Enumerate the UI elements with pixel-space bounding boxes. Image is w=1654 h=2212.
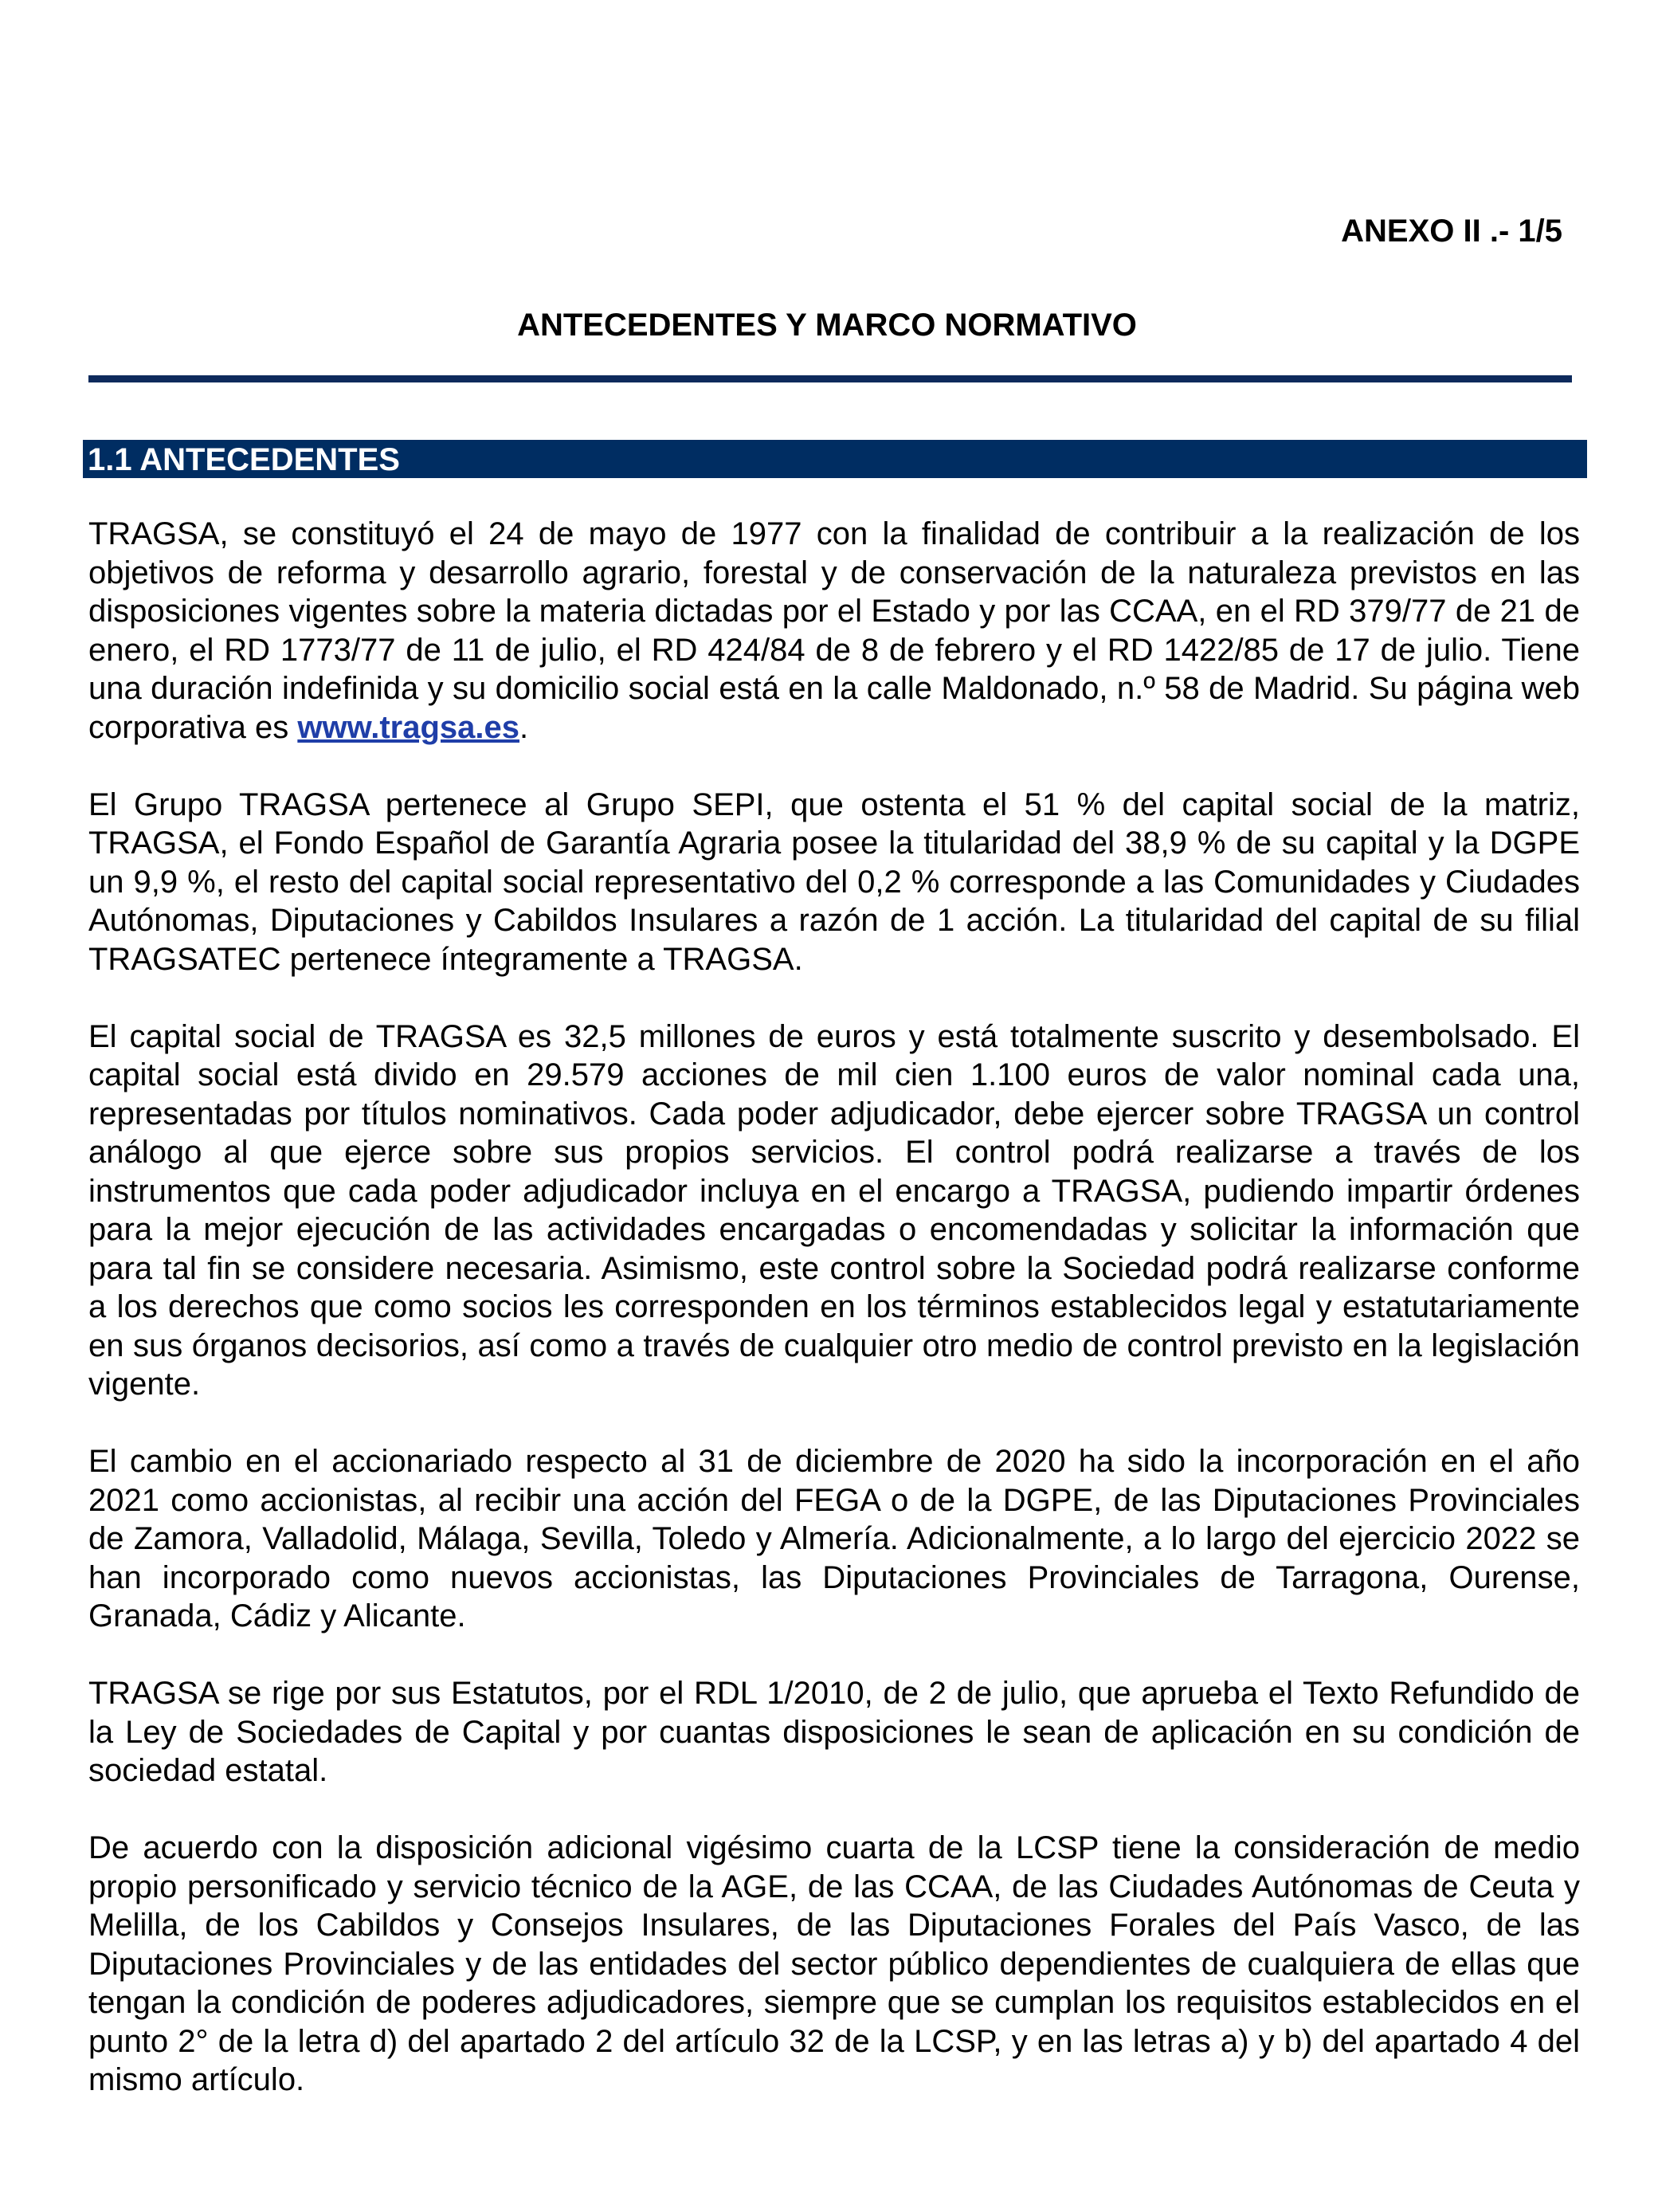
document-title: ANTECEDENTES Y MARCO NORMATIVO — [517, 308, 1137, 343]
section-heading: 1.1 ANTECEDENTES — [83, 440, 1587, 478]
paragraph-1-text: TRAGSA, se constituyó el 24 de mayo de 1977 con la finalidad de contribuir a la realización de los objetivos de reforma y desarrollo agrario, forestal y de conservación de la naturaleza previstos en las disposiciones vigentes sobre la materia dictadas por el Estado y por las CCAA, en el RD 379/77 de 21 de enero, el RD 1773/77 de 11 de julio, el RD 424/84 de 8 de febrero y el RD 1422/85 de 17 de julio. Tiene una duración indefinida y su domicilio social está en la calle Maldonado, n.º 58 de Madrid. Su página web corporativa es — [88, 516, 1580, 745]
title-divider — [88, 375, 1572, 382]
paragraph-2: El Grupo TRAGSA pertenece al Grupo SEPI, que ostenta el 51 % del capital social de la matriz, TRAGSA, el Fondo Español de Garantía Agraria posee la titularidad del 38,9 % de su capital y la DGPE un 9,9 %, el resto del capital social representativo del 0,2 % corresponde a las Comunidades y Ciudades Autónomas, Diputaciones y Cabildos Insulares a razón de 1 acción. La titularidad del capital de su filial TRAGSATEC pertenece íntegramente a TRAGSA. — [88, 786, 1580, 977]
body-text — [88, 515, 1580, 2138]
website-link[interactable]: www.tragsa.es — [297, 709, 519, 745]
paragraph-1 — [88, 515, 1580, 747]
paragraph-6: De acuerdo con la disposición adicional vigésimo cuarta de la LCSP tiene la consideración de medio propio personificado y servicio técnico de la AGE, de las CCAA, de las Ciudades Autónomas de Ceuta y Melilla, de los Cabildos y Consejos Insulares, de las Diputaciones Forales del País Vasco, de las Diputaciones Provinciales y de las entidades del sector público dependientes de cualquiera de ellas que tengan la condición de poderes adjudicadores, siempre que se cumplan los requisitos establecidos en el punto 2° de la letra d) del apartado 2 del artículo 32 de la LCSP, y en las letras a) y b) del apartado 4 del mismo artículo. — [88, 1830, 1580, 2097]
paragraph-1-end: . — [519, 709, 529, 745]
paragraph-4: El cambio en el accionariado respecto al 31 de diciembre de 2020 ha sido la incorporación en el año 2021 como accionistas, al recibir una acción del FEGA o de la DGPE, de las Diputaciones Provinciales de Zamora, Valladolid, Málaga, Sevilla, Toledo y Almería. Adicionalmente, a lo largo del ejercicio 2022 se han incorporado como nuevos accionistas, las Diputaciones Provinciales de Tarragona, Ourense, Granada, Cádiz y Alicante. — [88, 1444, 1580, 1634]
annex-label: ANEXO II .- 1/5 — [1341, 214, 1562, 249]
paragraph-5: TRAGSA se rige por sus Estatutos, por el RDL 1/2010, de 2 de julio, que aprueba el Texto Refundido de la Ley de Sociedades de Capital y por cuantas disposiciones le sean de aplicación en su condición de sociedad estatal. — [88, 1676, 1580, 1788]
paragraph-3: El capital social de TRAGSA es 32,5 millones de euros y está totalmente suscrito y desembolsado. El capital social está divido en 29.579 acciones de mil cien 1.100 euros de valor nominal cada una, representadas por títulos nominativos. Cada poder adjudicador, debe ejercer sobre TRAGSA un control análogo al que ejerce sobre sus propios servicios. El control podrá realizarse a través de los instrumentos que cada poder adjudicador incluya en el encargo a TRAGSA, pudiendo impartir órdenes para la mejor ejecución de las actividades encargadas o encomendadas y solicitar la información que para tal fin se considere necesaria. Asimismo, este control sobre la Sociedad podrá realizarse conforme a los derechos que como socios les corresponden en los términos establecidos legal y estatutariamente en sus órganos decisorios, así como a través de cualquier otro medio de control previsto en la legislación vigente. — [88, 1018, 1580, 1402]
